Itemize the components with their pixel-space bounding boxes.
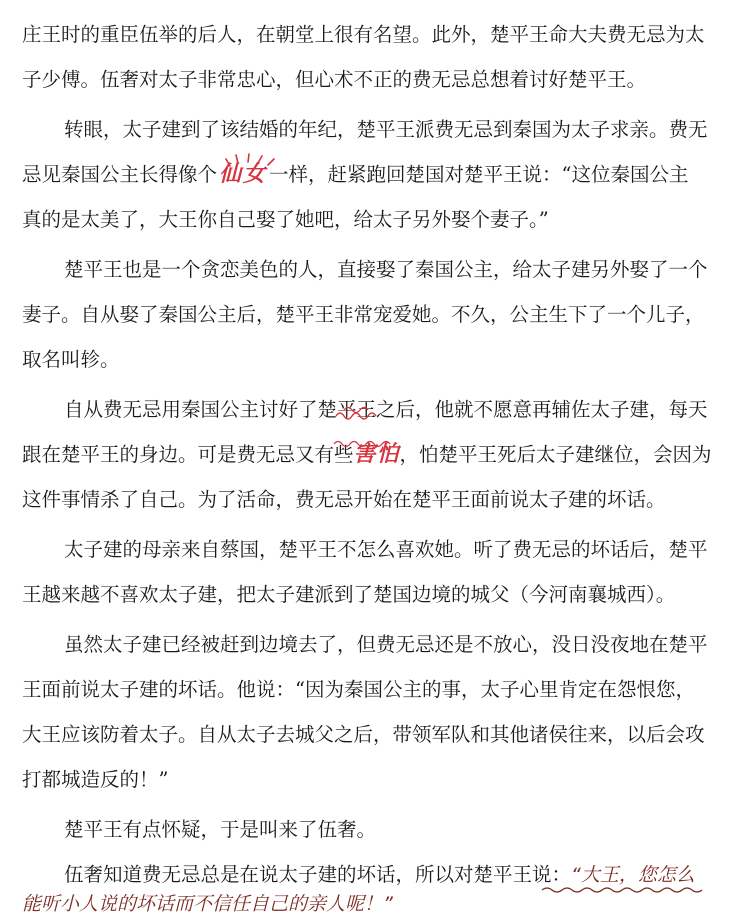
line-text: 楚平王也是一个贪恋美色的人，直接娶了秦国公主，给太子建另外娶了一个: [64, 258, 708, 281]
line-text: 打都城造反的！”: [22, 768, 169, 791]
paragraph-line: [22, 156, 747, 194]
line-text: 王越来越不喜欢太子建，把太子建派到了楚国边境的城父（今河南襄城西）。: [22, 583, 676, 606]
line-text: 太子建的母亲来自蔡国，楚平王不怎么喜欢她。听了费无忌的坏话后，楚平: [64, 538, 708, 561]
line-text: 子少傅。伍奢对太子非常忠心，但心术不正的费无忌总想着讨好楚平王。: [22, 68, 647, 91]
paragraph-line: [22, 893, 747, 915]
paragraph-line: [64, 626, 747, 664]
line-text: 王面前说太子建的坏话。他说：“因为秦国公主的事，太子心里肯定在怨恨您，: [22, 678, 695, 701]
paragraph-line: [64, 111, 747, 149]
handwritten-quote-line2: 能听小人说的坏话而不信任自己的亲人呢！”: [22, 893, 393, 915]
line-text: 自从费无忌用秦国公主讨好了楚平王之后，他就不愿意再辅佐太子建，每天: [64, 398, 708, 421]
line-text: 楚平王有点怀疑，于是叫来了伍奢。: [64, 818, 377, 841]
line-text: 大王应该防着太子。自从太子去城父之后，带领军队和其他诸侯往来，以后会攻: [22, 723, 705, 746]
paragraph-line: [22, 296, 747, 334]
line-text: 真的是太美了，大王你自己娶了她吧，给太子另外娶个妻子。”: [22, 208, 549, 231]
line-text: 虽然太子建已经被赶到边境去了，但费无忌还是不放心，没日没夜地在楚平: [64, 633, 708, 656]
paragraph-line: [22, 576, 747, 614]
paragraph-line: [22, 716, 747, 754]
emphasis-sparks: [222, 152, 292, 168]
line-text: 妻子。自从娶了秦国公主后，楚平王非常宠爱她。不久，公主生下了一个儿子，: [22, 303, 705, 326]
paragraph-line: [22, 16, 747, 54]
paragraph-line: [22, 61, 747, 99]
paragraph-line: [64, 531, 747, 569]
line-text: 跟在楚平王的身边。可是费无忌又有些: [22, 443, 354, 466]
worry-squiggles: [330, 404, 410, 448]
paragraph-line: [64, 251, 747, 289]
line-text: 这件事情杀了自己。为了活命，费无忌开始在楚平王面前说太子建的坏话。: [22, 488, 666, 511]
line-text: 取名叫轸。: [22, 348, 120, 371]
line-text: 庄王时的重臣伍举的后人，在朝堂上很有名望。此外，楚平王命大夫费无忌为太: [22, 23, 705, 46]
paragraph-line: [22, 761, 747, 799]
paragraph-line: [22, 671, 747, 709]
paragraph-line: [22, 201, 747, 239]
line-text: 一样，赶紧跑回楚国对楚平王说：“这位秦国公主: [269, 163, 689, 186]
handwritten-quote-line1: “大王，您怎么: [571, 864, 695, 886]
line-text: ，怕楚平王死后太子建继位，会因为: [399, 443, 712, 466]
handwritten-haipa: 害怕: [353, 442, 400, 467]
paragraph-line: [22, 481, 747, 519]
line-text: 转眼，太子建到了该结婚的年纪，楚平王派费无忌到秦国为太子求亲。费无: [64, 118, 708, 141]
handwritten-xiannv: 仙女: [219, 162, 268, 187]
line-text: 忌见秦国公主长得像个: [22, 163, 218, 186]
line-text: 伍奢知道费无忌总是在说太子建的坏话，所以对楚平王说：: [64, 863, 572, 886]
paragraph-line: [64, 811, 747, 849]
paragraph-line: [22, 341, 747, 379]
